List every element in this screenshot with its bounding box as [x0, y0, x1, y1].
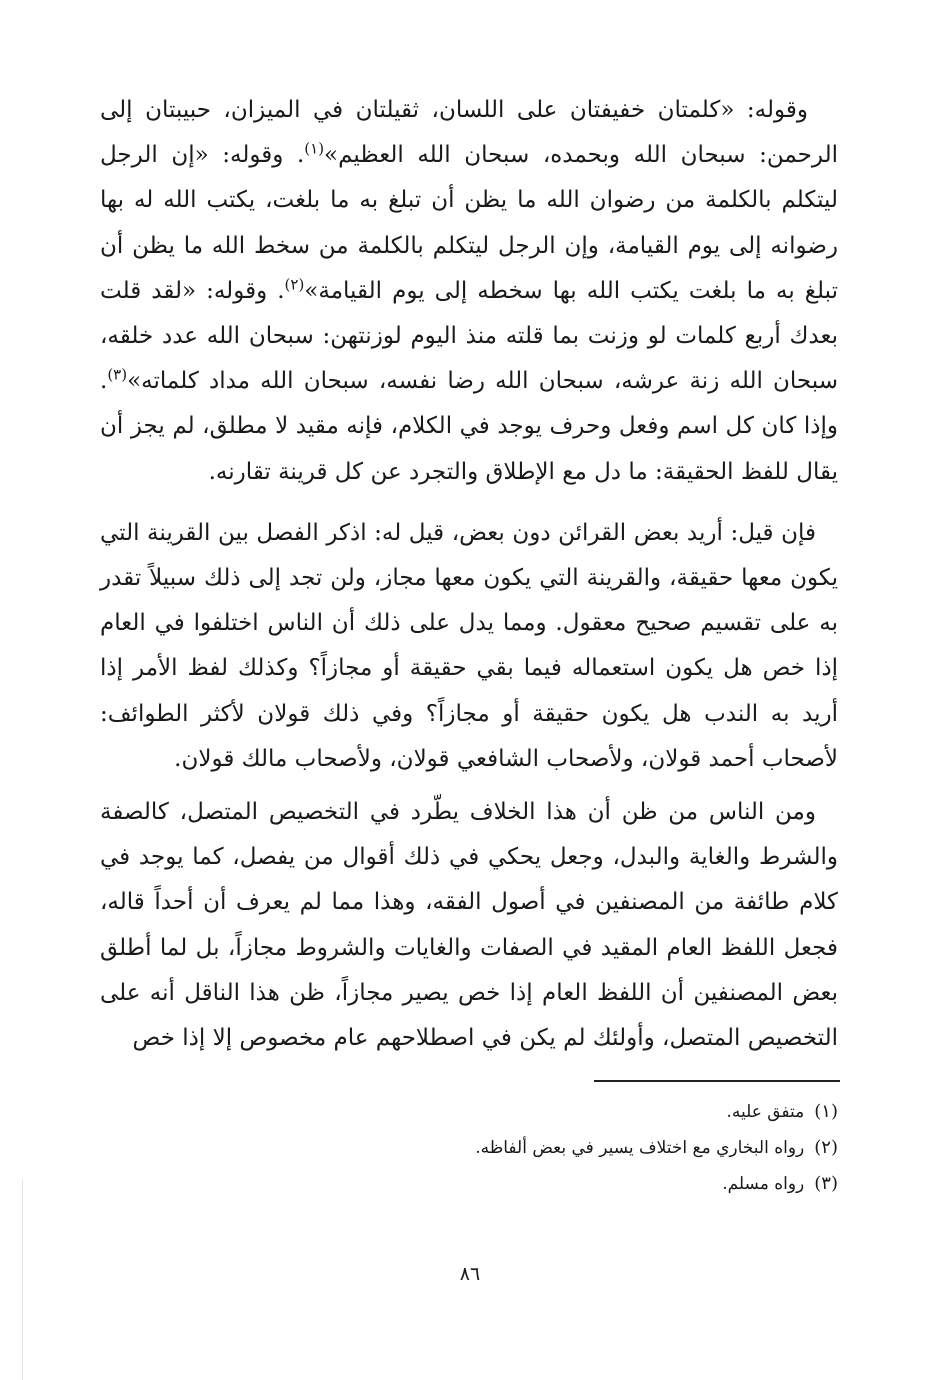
paragraph-1-part-2: . وقوله: «إن الرجل ليتكلم بالكلمة من رضوان الله ما يظن أن تبلغ به ما بلغت، يكتب الله له بها رضوانه إلى يوم القيامة، وإن الرجل ليتكلم بالكلمة من سخط الله ما يظن أن تبلغ به ما بلغت يكتب الله بها سخطه إلى يوم القيامة» — [100, 142, 838, 304]
footnote-item — [300, 1166, 838, 1202]
footnote-item — [300, 1094, 838, 1130]
footnote-reference-1: (١) — [304, 139, 325, 158]
main-text — [100, 88, 838, 1061]
footnote-number: (٢) — [814, 1137, 838, 1158]
paragraph-2: فإن قيل: أريد بعض القرائن دون بعض، قيل له: اذكر الفصل بين القرينة التي يكون معها حقيقة، والقرينة التي يكون معها مجاز، ولن تجد إلى ذلك سبيلاً تقدر به على تقسيم صحيح معقول. ومما يدل على ذلك أن الناس اختلفوا في العام إذا خص هل يكون استعماله فيما بقي حقيقة أو مجازاً؟ وكذلك لفظ الأمر إذا أريد به الندب هل يكون حقيقة أو مجازاً؟ وفي ذلك قولان لأكثر الطوائف: لأصحاب أحمد قولان، ولأصحاب الشافعي قولان، ولأصحاب مالك قولان. — [100, 519, 838, 772]
footnote-number: (١) — [814, 1101, 838, 1122]
footnote-reference-3: (٣) — [107, 365, 128, 384]
footnote-number: (٣) — [814, 1173, 838, 1194]
footnote-text: متفق عليه. — [726, 1102, 805, 1122]
footnote-item — [300, 1130, 838, 1166]
paragraph-1-part-1: وقوله: «كلمتان خفيفتان على اللسان، ثقيلتان في الميزان، حبيبتان إلى الرحمن: سبحان الله وبحمده، سبحان الله العظيم» — [100, 97, 838, 169]
footnote-text: رواه البخاري مع اختلاف يسير في بعض ألفاظه. — [475, 1138, 805, 1158]
paragraph-1-part-3: . وقوله: «لقد قلت بعدك أربع كلمات لو وزنت بما قلته منذ اليوم لوزنتهن: سبحان الله عدد خلقه، سبحان الله زنة عرشه، سبحان الله رضا نفسه، سبحان الله مداد كلماته» — [100, 277, 838, 395]
footnotes — [300, 1094, 838, 1202]
scan-edge-line — [22, 1180, 23, 1380]
paragraph-3: ومن الناس من ظن أن هذا الخلاف يطّرد في التخصيص المتصل، كالصفة والشرط والغاية والبدل، وجعل يحكي في ذلك أقوال من يفصل، كما يوجد في كلام طائفة من المصنفين في أصول الفقه، وهذا مما لم يعرف أن أحداً قاله، فجعل اللفظ العام المقيد في الصفات والغايات والشروط مجازاً، بل لما أطلق بعض المصنفين أن اللفظ العام إذا خص يصير مجازاً، ظن هذا الناقل أنه على التخصيص المتصل، وأولئك لم يكن في اصطلاحهم عام مخصوص إلا إذا خص — [100, 799, 838, 1052]
footnote-divider — [594, 1080, 840, 1082]
footnote-text: رواه مسلم. — [722, 1174, 805, 1194]
paragraph-1 — [100, 88, 838, 495]
page-number: ٨٦ — [459, 1263, 481, 1285]
paragraph-1-part-4: . وإذا كان كل اسم وفعل وحرف يوجد في الكلام، فإنه مقيد لا مطلق، لم يجز أن يقال للفظ الحقيقة: ما دل مع الإطلاق والتجرد عن كل قرينة تقارنه. — [100, 368, 838, 485]
footnote-reference-2: (٢) — [284, 275, 305, 294]
